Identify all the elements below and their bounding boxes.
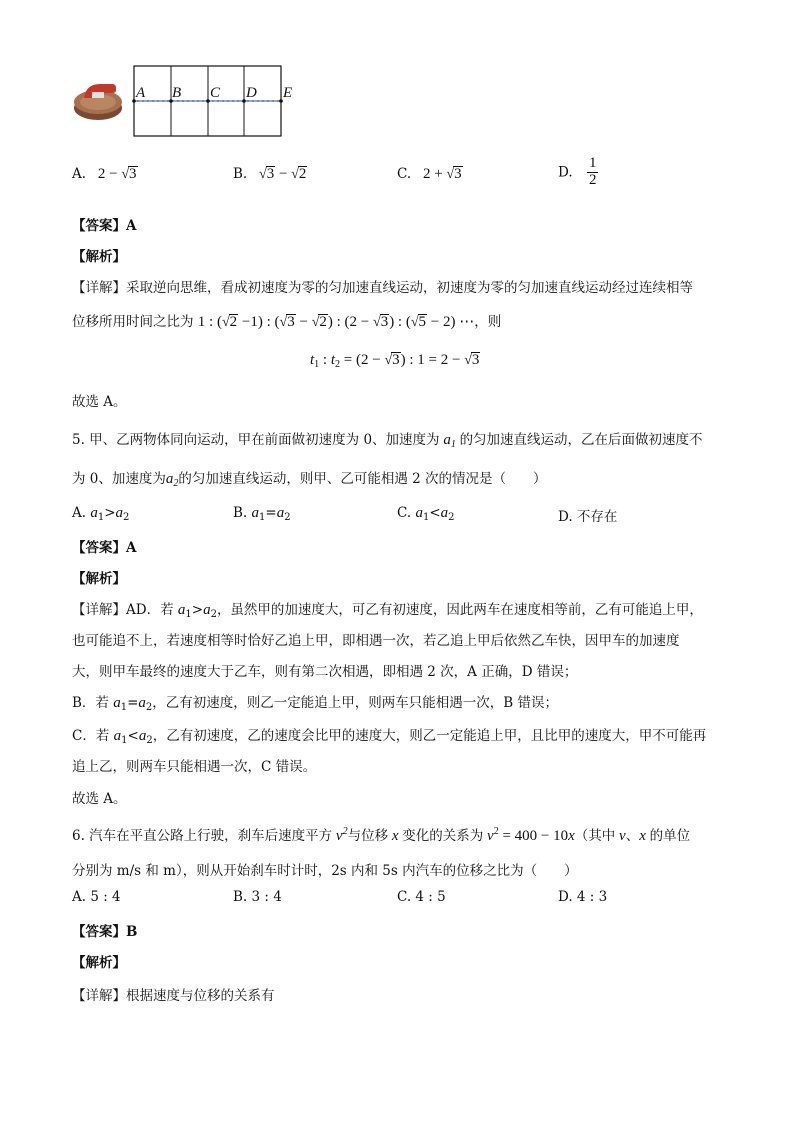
q5-detail-line3: 大，则甲车最终的速度大于乙车，则有第二次相遇，即相遇 2 次，A 正确，D 错误； <box>72 664 578 680</box>
q5-option-b: B. $a_1=a_2$ <box>233 505 291 523</box>
q6-option-a: A. 5 : 4 <box>72 889 121 905</box>
grid-diagram <box>132 64 292 140</box>
point-label-a: A <box>136 85 146 101</box>
q6-stem-line1: 6. 汽车在平直公路上行驶，刹车后速度平方 $v^2$与位移 x 变化的关系为 $v^2 = 400 - 10x$（其中 v、x 的单位 <box>72 826 691 844</box>
q4-option-d: D. $\frac{1}{2}$ <box>558 155 597 188</box>
curling-stone-icon <box>72 78 124 122</box>
point-label-c: C <box>210 85 221 101</box>
q4-option-c-expr: 2 + √3 <box>415 166 462 182</box>
q5-stem-line1: 5. 甲、乙两物体同向运动，甲在前面做初速度为 0、加速度为 $a_1$ 的匀加速直线运动，乙在后面做初速度不 <box>72 432 703 450</box>
q4-answer: 【答案】A <box>72 218 137 234</box>
q4-analysis-label: 【解析】 <box>72 249 126 265</box>
q4-option-b-expr: √3 − √2 <box>259 166 307 182</box>
q6-detail: 【详解】根据速度与位移的关系有 <box>72 988 275 1004</box>
q6-analysis-label: 【解析】 <box>72 955 126 971</box>
q5-detail-line1: 【详解】AD．若 $a_1>a_2$，虽然甲的加速度大，可乙有初速度，因此两车在速度相等前，乙有可能追上甲， <box>72 602 703 620</box>
q4-time-ratio: 1 : (√2 −1) : (√3 − √2) : (2 − √3) : (√5 − 2) ⋯ <box>197 314 475 330</box>
q5-a2: $a_2$ <box>165 471 179 489</box>
q6-stem-line2: 分别为 m/s 和 m），则从开始刹车时计时，2s 内和 5s 内汽车的位移之比为（ ） <box>72 863 578 879</box>
point-label-b: B <box>172 85 182 101</box>
q6-relation: $v^2 = 400 - 10x$ <box>487 826 575 844</box>
q5-detail-c: C．若 $a_1<a_2$，乙有初速度，乙的速度会比甲的速度大，则乙一定能追上甲，且比甲的速度大，甲不可能再 <box>72 728 707 746</box>
q5-option-c: C. $a_1<a_2$ <box>397 505 455 523</box>
q5-detail-line2: 也可能追不上，若速度相等时恰好乙追上甲，即相遇一次，若乙追上甲后依然乙车快，因甲车的加速度 <box>72 633 680 649</box>
point-label-d: D <box>246 85 257 101</box>
q4-detail-line2: 位移所用时间之比为 1 : (√2 −1) : (√3 − √2) : (2 − √3) : (√5 − 2) ⋯，则 <box>72 314 502 330</box>
q5-conclusion: 故选 A。 <box>72 791 127 807</box>
q4-option-b: B. √3 − √2 <box>233 166 307 182</box>
q6-option-c: C. 4 : 5 <box>397 889 446 905</box>
q5-option-d: D. 不存在 <box>558 509 618 525</box>
curling-figure <box>72 64 302 140</box>
point-label-e: E <box>283 85 293 101</box>
q6-answer: 【答案】B <box>72 924 138 940</box>
q4-option-d-fraction: $\frac{1}{2}$ <box>588 155 597 188</box>
q4-option-a: A. 2 − √3 <box>72 166 137 182</box>
q6-option-b: B. 3 : 4 <box>233 889 282 905</box>
q5-option-a: A. $a_1>a_2$ <box>72 505 130 523</box>
q4-equation: $t_1$ : $t_2 = (2 - √3)$ : 1 = 2 − √3 <box>310 352 480 370</box>
q6-v-squared: $v^2$ <box>332 826 348 844</box>
q4-option-c: C. 2 + √3 <box>397 166 462 182</box>
q5-stem-line2: 为 0、加速度为$a_2$的匀加速直线运动，则甲、乙可能相遇 2 次的情况是（ ） <box>72 471 547 489</box>
q4-option-a-expr: 2 − √3 <box>90 166 137 182</box>
q4-conclusion: 故选 A。 <box>72 394 127 410</box>
q4-detail-line1: 【详解】采取逆向思维，看成初速度为零的匀加速直线运动，初速度为零的匀加速直线运动经过连续相等 <box>72 280 693 296</box>
q5-detail-b: B．若 $a_1=a_2$，乙有初速度，则乙一定能追上甲，则两车只能相遇一次，B 错误； <box>72 695 558 713</box>
q5-detail-c2: 追上乙，则两车只能相遇一次，C 错误。 <box>72 759 317 775</box>
q5-answer: 【答案】A <box>72 540 137 556</box>
q6-option-d: D. 4 : 3 <box>558 889 608 905</box>
q5-a1: $a_1$ <box>439 432 456 450</box>
q5-analysis-label: 【解析】 <box>72 571 126 587</box>
